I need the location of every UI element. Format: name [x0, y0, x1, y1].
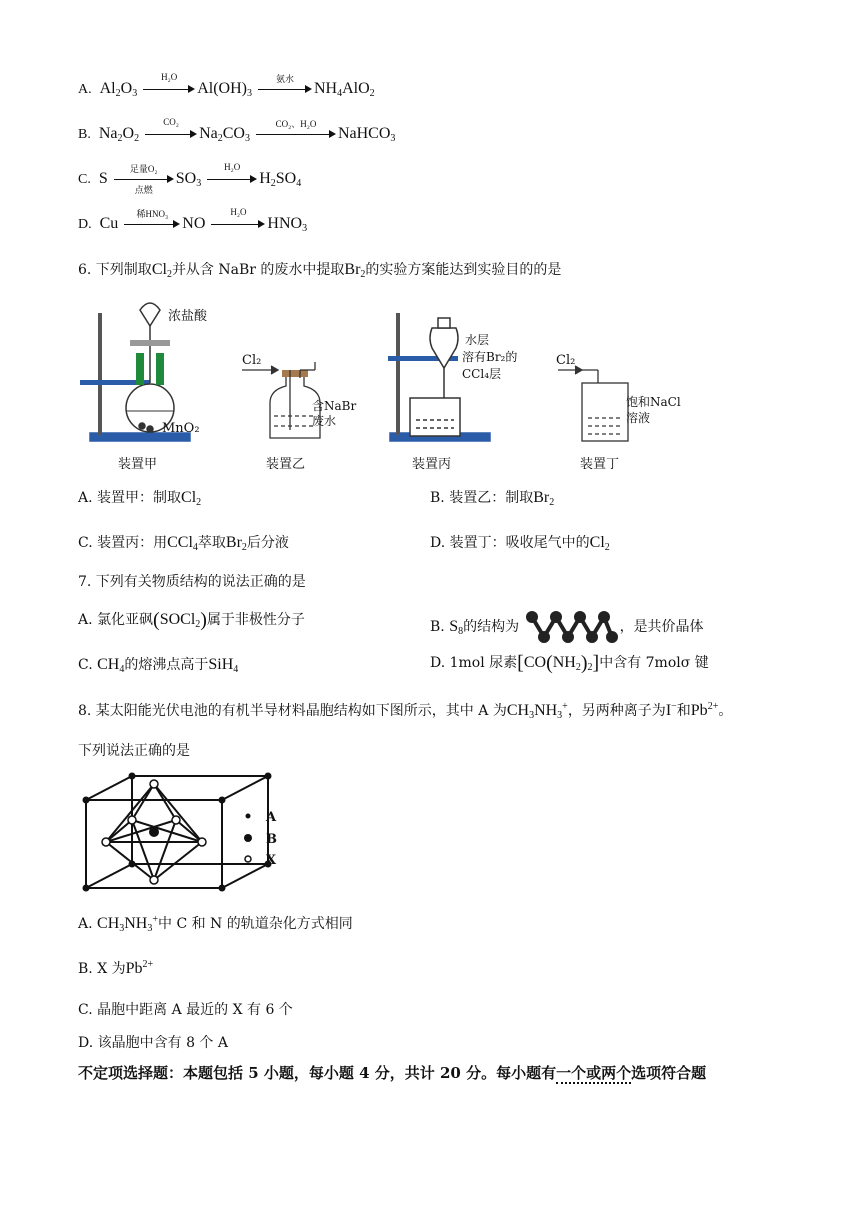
yi-gas-label: Cl₂ [242, 353, 262, 368]
q6-option-b: B. 装置乙：制取$Br_2$ [430, 489, 555, 508]
caption-jia: 装置甲 [118, 457, 158, 472]
jia-label-top: 浓盐酸 [168, 309, 208, 324]
reaction-arrow: 稀HNO₃ [124, 219, 180, 229]
ding-label-nacl: 饱和NaCl [626, 395, 681, 409]
apparatus-figure [70, 298, 690, 473]
q5-option-b: B. $Na_2O_2$ CO₂ $Na_2CO_3$ CO₂、H₂O NaHCO$_3$ [78, 117, 396, 144]
yi-liquid-label-2: 废水 [312, 414, 337, 428]
bing-label-ccl4: CCl₄层 [462, 367, 502, 381]
caption-yi: 装置乙 [266, 457, 306, 472]
reaction-arrow: CO₂ [145, 129, 197, 139]
apparatus-yi [242, 362, 320, 438]
q7-option-d: D. 1mol 尿素$[CO(NH_2)_2]$中含有 7molσ 键 [430, 652, 709, 674]
q5-option-c: C. S 足量O₂ 点燃 $SO_3$ H₂O $H_2SO_4$ [78, 162, 302, 196]
emphasized-text: 一个或两个 [556, 1064, 632, 1082]
s8-crown-structure [524, 609, 620, 645]
reaction-arrow: H₂O [207, 174, 257, 184]
bing-label-br2: 溶有Br₂的 [462, 350, 518, 364]
question-7-stem: 7. 下列有关物质结构的说法正确的是 [78, 574, 306, 590]
reaction-arrow: CO₂、H₂O [256, 129, 336, 139]
legend-a: A [266, 810, 277, 825]
q5-option-d: D. Cu 稀HNO₃ NO H₂O $HNO_3$ [78, 207, 308, 234]
question-8-stem: 8. 某太阳能光伏电池的有机半导材料晶胞结构如下图所示，其中 A 为$CH_3NH_3^+$，另两种离子为I−和$Pb^{2+}$。 [78, 701, 733, 721]
crystal-cell-diagram [80, 770, 310, 895]
apparatus-ding [558, 366, 628, 441]
q6-option-c: C. 装置丙：用CCl$_4$萃取$Br_2$后分液 [78, 534, 289, 553]
q7-option-a: A. 氯化亚砜(SOCl$_2$)属于非极性分子 [78, 609, 305, 631]
ding-gas-label: Cl₂ [556, 353, 576, 368]
reaction-arrow: H₂O [143, 84, 195, 94]
q6-option-a: A. 装置甲：制取$Cl_2$ [78, 489, 202, 508]
question-8-stem-2: 下列说法正确的是 [78, 743, 190, 759]
q5-option-a: A. $Al_2O_3$ H₂O $Al(OH)_3$ 氨水 $NH_4AlO_2$ [78, 72, 375, 99]
ding-label-solution: 溶液 [626, 411, 651, 425]
jia-label-bottom: MnO₂ [162, 421, 200, 436]
q7-option-c: C. $CH_4$的熔沸点高于SiH$_4$ [78, 656, 239, 675]
caption-ding: 装置丁 [580, 457, 620, 472]
reaction-arrow: 足量O₂ 点燃 [114, 174, 174, 184]
q7-option-b: B. $S_8$的结构为 ，是共价晶体 [430, 609, 704, 645]
q6-option-d: D. 装置丁：吸收尾气中的$Cl_2$ [430, 534, 610, 553]
legend-x: X [266, 853, 277, 868]
section-heading: 不定项选择题：本题包括 5 小题，每小题 4 分，共计 20 分。每小题有一个或两个选项符合题 [78, 1064, 707, 1082]
yi-liquid-label: 含NaBr [312, 399, 357, 413]
bing-label-water: 水层 [465, 333, 490, 347]
q8-option-c: C. 晶胞中距离 A 最近的 X 有 6 个 [78, 1002, 293, 1018]
q8-option-b: B. X 为$Pb^{2+}$ [78, 959, 154, 977]
question-6-stem: 6. 下列制取$Cl_2$并从含 NaBr 的废水中提取$Br_2$的实验方案能达到实验目的的是 [78, 261, 562, 280]
reaction-arrow: H₂O [211, 219, 265, 229]
legend-b: B [266, 832, 277, 847]
q8-option-d: D. 该晶胞中含有 8 个 A [78, 1035, 228, 1051]
caption-bing: 装置丙 [412, 457, 452, 472]
reaction-arrow: 氨水 [258, 84, 312, 94]
q8-option-a: A. $CH_3NH_3^+$中 C 和 N 的轨道杂化方式相同 [78, 914, 353, 934]
